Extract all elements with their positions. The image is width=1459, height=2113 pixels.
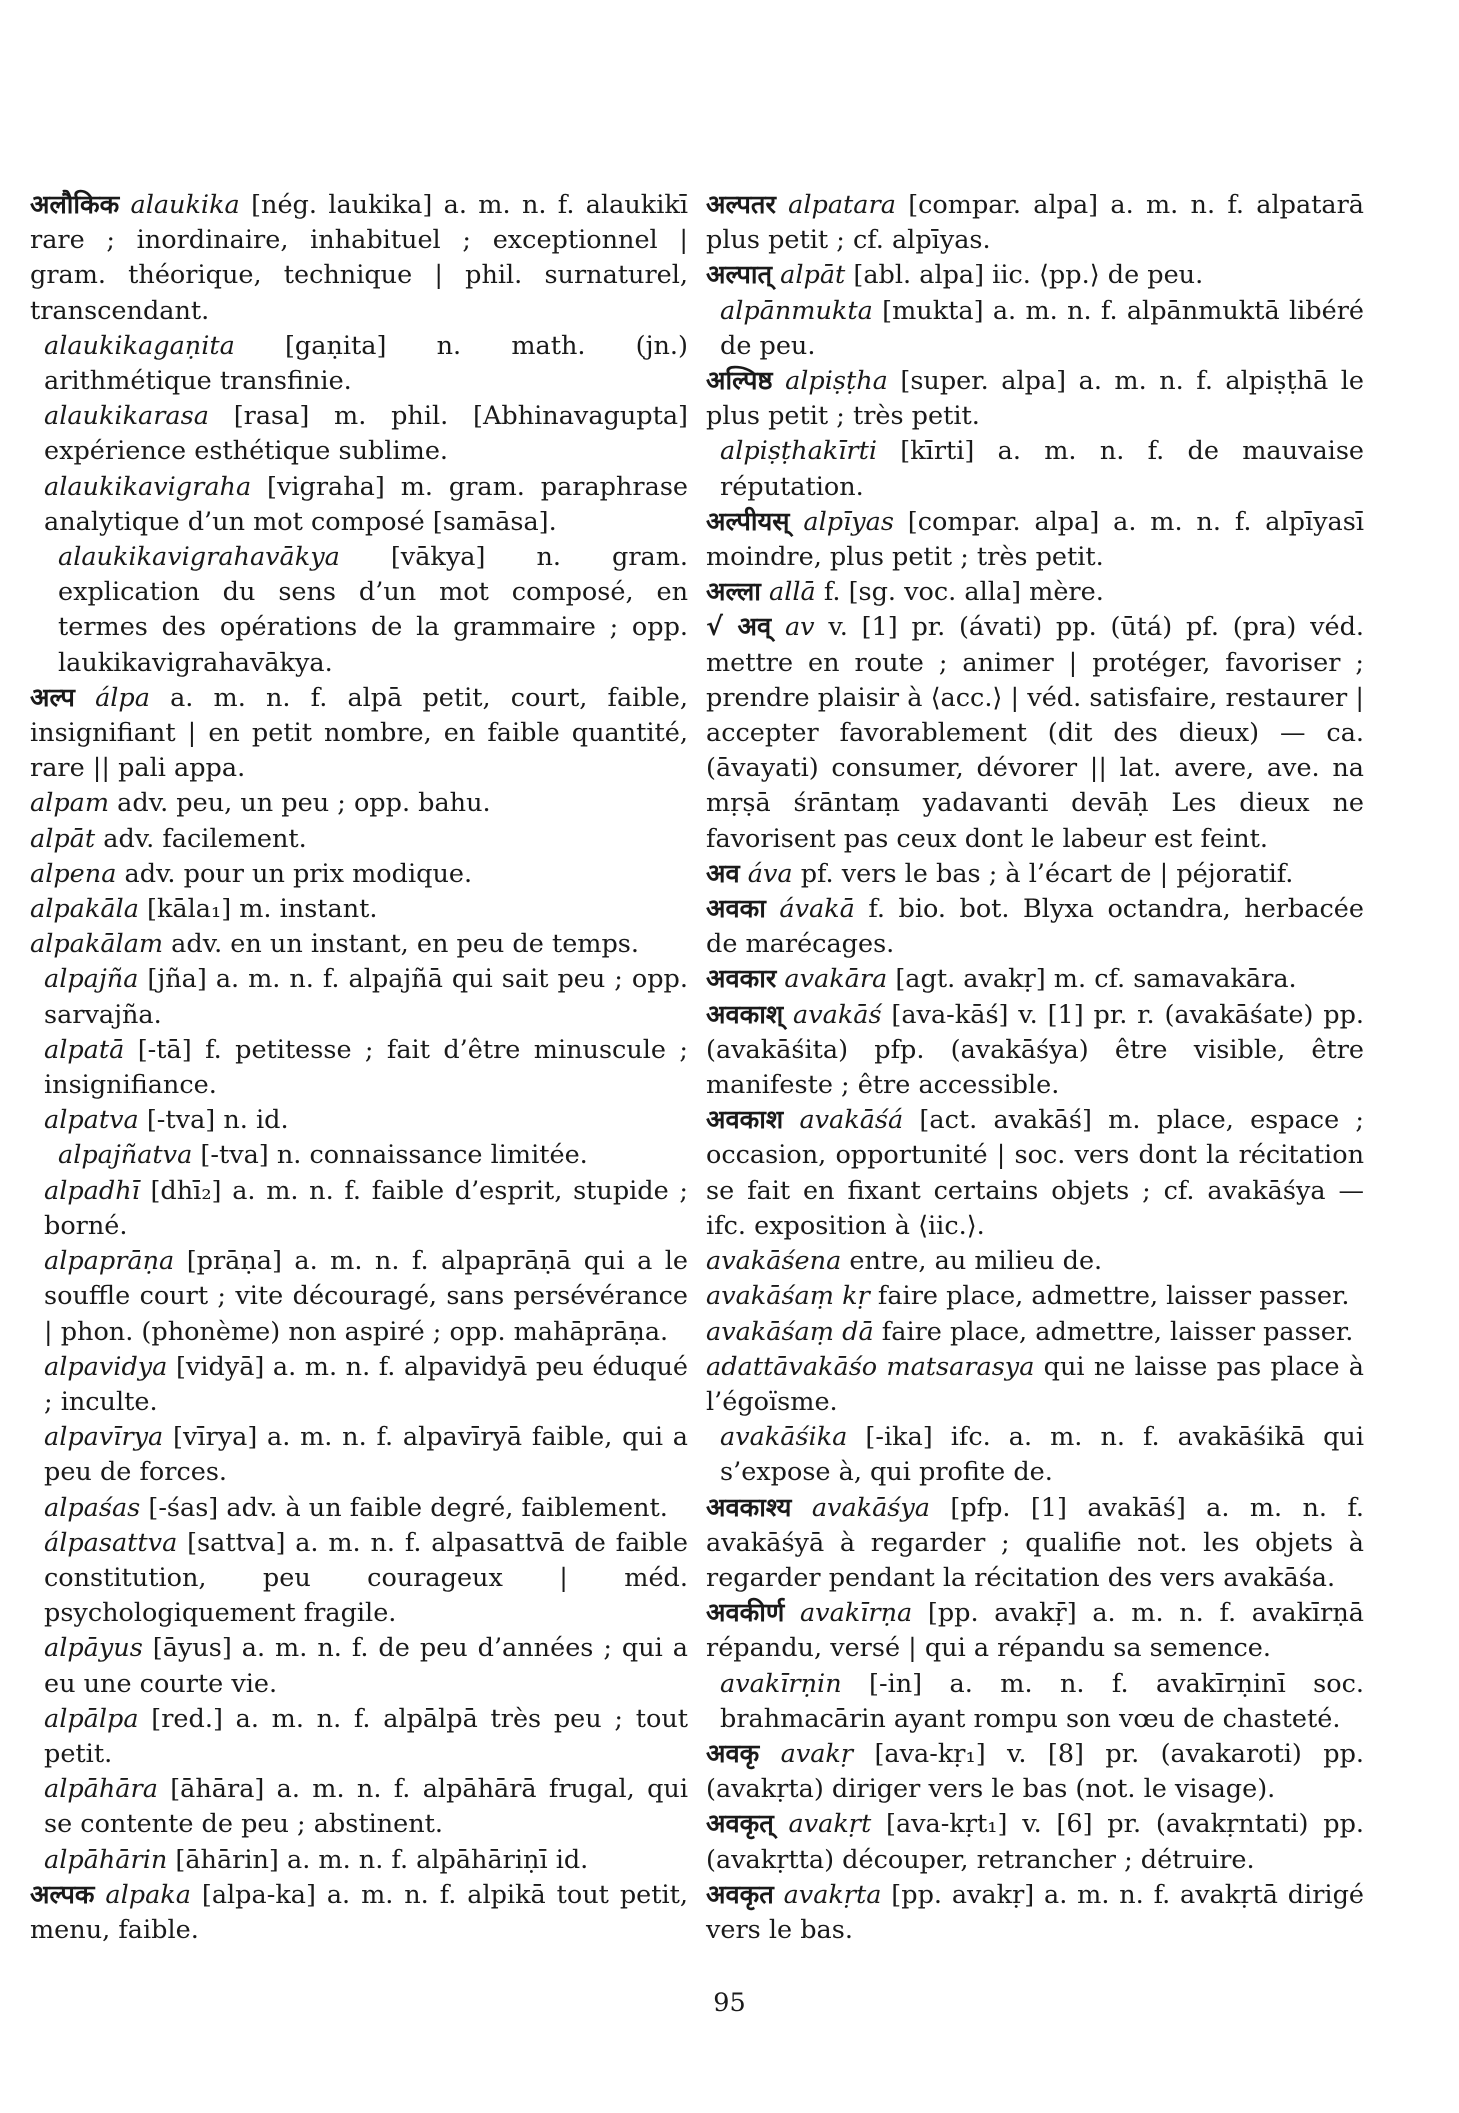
entry-definition: [abl. alpa] iic. ⟨pp.⟩ de peu. <box>845 260 1204 291</box>
dictionary-entry <box>30 1244 688 1350</box>
dictionary-entry <box>30 1843 688 1878</box>
entry-definition: v. [1] pr. (ávati) pp. (ūtá) pf. (pra) véd. mettre en route ; animer | protéger, favoriser ; prendre plaisir à ⟨acc.⟩ | véd. satisfaire, restaurer | accepter favorablement (dit des dieux) — ca. (āvayati) consumer, dévorer || lat. avere, ave. na mṛṣā śrāntaṃ yadavanti devāḥ Les dieux ne favorisent pas ceux dont le labeur est feint. <box>706 612 1364 854</box>
entry-definition: f. bio. bot. Blyxa octandra, herbacée de marécages. <box>706 894 1364 960</box>
entry-definition: [pp. avakṛ] a. m. n. f. avakṛtā dirigé vers le bas. <box>706 1879 1364 1945</box>
entry-definition: [super. alpa] a. m. n. f. alpiṣṭhā le plus petit ; très petit. <box>706 366 1364 432</box>
devanagari-headword: अल्पिष्ठ <box>706 366 773 397</box>
transliterated-headword: alpāhāra <box>44 1774 158 1805</box>
dictionary-entry <box>706 962 1364 997</box>
dictionary-entry <box>30 1174 688 1244</box>
entry-definition: pf. vers le bas ; à l’écart de | péjoratif. <box>792 858 1294 889</box>
entry-definition: a. m. n. f. alpā petit, court, faible, insignifiant | en petit nombre, en faible quantité, rare || pali appa. <box>30 682 689 784</box>
dictionary-entry <box>30 1526 688 1632</box>
entry-definition: [vākya] n. gram. explication du sens d’un mot composé, en termes des opérations de la grammaire ; opp. laukikavigrahavākya. <box>58 542 688 678</box>
devanagari-headword: अव <box>706 858 740 889</box>
transliterated-headword: alpīyas <box>803 506 894 537</box>
transliterated-headword: alpiṣṭha <box>785 366 888 397</box>
entry-definition: [pfp. [1] avakāś] a. m. n. f. avakāśyā à regarder ; qualifie not. les objets à regarder pendant la récitation des vers avakāśa. <box>706 1492 1364 1593</box>
dictionary-entry <box>706 505 1364 575</box>
left-column <box>30 188 688 1948</box>
devanagari-headword: अल्पक <box>30 1879 95 1910</box>
dictionary-entry <box>30 1103 688 1138</box>
transliterated-headword: allā <box>769 577 816 608</box>
transliterated-headword: avakīrṇin <box>720 1668 842 1699</box>
transliterated-headword: alpavidya <box>44 1351 168 1382</box>
transliterated-headword: avakāś <box>793 999 882 1030</box>
entry-definition: [-in] a. m. n. f. avakīrṇinī soc. brahmacārin ayant rompu son vœu de chasteté. <box>720 1668 1364 1734</box>
transliterated-headword: alpajñatva <box>58 1140 193 1171</box>
transliterated-headword: alpaka <box>105 1879 191 1910</box>
devanagari-headword: √ अव् <box>706 612 772 643</box>
entry-definition: [-tva] n. id. <box>138 1105 289 1136</box>
dictionary-entry <box>30 329 688 399</box>
transliterated-headword: alpatā <box>44 1034 125 1065</box>
transliterated-headword: av <box>784 612 815 643</box>
devanagari-headword: अल्प <box>30 682 75 713</box>
transliterated-headword: avakāśaṃ kṛ <box>706 1281 870 1312</box>
dictionary-entry <box>706 1667 1364 1737</box>
devanagari-headword: अलौकिक <box>30 190 120 220</box>
entry-definition: [gaṇita] n. math. (jn.) arithmétique transfinie. <box>44 330 688 397</box>
transliterated-headword: alpakālam <box>30 929 164 960</box>
transliterated-headword: alpam <box>30 788 110 819</box>
transliterated-headword: alaukikavigraha <box>44 471 252 502</box>
devanagari-headword: अल्ला <box>706 577 761 608</box>
transliterated-headword: avakṛ <box>780 1738 854 1769</box>
entry-definition: [mukta] a. m. n. f. alpānmuktā libéré de peu. <box>720 295 1364 361</box>
dictionary-entry <box>30 1631 688 1701</box>
transliterated-headword: avakāśá <box>799 1105 904 1136</box>
transliterated-headword: alpāyus <box>44 1633 143 1664</box>
transliterated-headword: álpa <box>95 682 150 713</box>
transliterated-headword: alpāt <box>780 260 846 291</box>
entry-definition: adv. pour un prix modique. <box>116 858 473 889</box>
transliterated-headword: áva <box>747 858 793 889</box>
dictionary-entry <box>30 927 688 962</box>
dictionary-entry <box>706 1315 1364 1350</box>
dictionary-entry <box>30 962 688 1032</box>
dictionary-entry <box>706 1244 1364 1279</box>
entry-definition: [ava-kṛ₁] v. [8] pr. (avakaroti) pp. (avakṛta) diriger vers le bas (not. le visage). <box>706 1738 1364 1805</box>
entry-definition: [prāṇa] a. m. n. f. alpaprāṇā qui a le souffle court ; vite découragé, sans persévérance | phon. (phonème) non aspiré ; opp. mahāprāṇa. <box>44 1246 688 1347</box>
entry-definition: [āhārin] a. m. n. f. alpāhāriṇī id. <box>167 1844 589 1875</box>
transliterated-headword: avakāśya <box>811 1492 931 1523</box>
transliterated-headword: avakāśena <box>706 1246 842 1277</box>
transliterated-headword: avakṛt <box>788 1809 872 1840</box>
transliterated-headword: adattāvakāśo matsarasya <box>706 1351 1035 1382</box>
devanagari-headword: अवकार <box>706 964 777 995</box>
dictionary-entry <box>30 399 688 469</box>
transliterated-headword: alaukikagaṇita <box>44 330 235 361</box>
transliterated-headword: alpāhārin <box>44 1844 168 1875</box>
dictionary-entry <box>30 1350 688 1420</box>
dictionary-entry <box>30 1878 688 1948</box>
entry-definition: [jña] a. m. n. f. alpajñā qui sait peu ; opp. sarvajña. <box>44 964 688 1030</box>
entry-definition: [rasa] m. phil. [Abhinavagupta] expérience esthétique sublime. <box>44 401 688 467</box>
dictionary-entry <box>30 1772 688 1842</box>
entry-definition: [-śas] adv. à un faible degré, faiblement. <box>140 1492 668 1523</box>
transliterated-headword: alaukikarasa <box>44 401 209 432</box>
dictionary-entry <box>30 786 688 821</box>
transliterated-headword: alpālpa <box>44 1703 139 1734</box>
entry-definition: [agt. avakṛ] m. cf. samavakāra. <box>887 964 1297 995</box>
transliterated-headword: alpāt <box>30 823 96 854</box>
transliterated-headword: avakāśaṃ dā <box>706 1316 874 1347</box>
dictionary-entry <box>706 434 1364 504</box>
transliterated-headword: alpadhī <box>44 1175 140 1206</box>
dictionary-entry <box>30 1138 688 1173</box>
entry-definition: [compar. alpa] a. m. n. f. alpatarā plus petit ; cf. alpīyas. <box>706 190 1365 256</box>
dictionary-entry <box>706 1103 1364 1244</box>
transliterated-headword: alpiṣṭhakīrti <box>720 436 877 467</box>
entry-definition: adv. peu, un peu ; opp. bahu. <box>109 788 491 819</box>
devanagari-headword: अवकृत <box>706 1879 774 1910</box>
entry-definition: [kīrti] a. m. n. f. de mauvaise réputation. <box>720 436 1364 502</box>
transliterated-headword: alpavīrya <box>44 1422 164 1453</box>
entry-definition: [-tā] f. petitesse ; fait d’être minuscule ; insignifiance. <box>44 1034 688 1101</box>
entry-definition: [vīrya] a. m. n. f. alpavīryā faible, qui a peu de forces. <box>44 1422 688 1488</box>
dictionary-entry <box>706 1491 1364 1597</box>
entry-definition: faire place, admettre, laisser passer. <box>873 1316 1354 1347</box>
dictionary-entry <box>706 892 1364 962</box>
dictionary-entry <box>706 1596 1364 1666</box>
dictionary-entry <box>706 610 1364 856</box>
transliterated-headword: avakāra <box>784 964 888 995</box>
transliterated-headword: alpatara <box>788 190 896 220</box>
dictionary-entry <box>706 1737 1364 1807</box>
entry-definition: [dhī₂] a. m. n. f. faible d’esprit, stupide ; borné. <box>44 1175 688 1241</box>
entry-definition: [red.] a. m. n. f. alpālpā très peu ; tout petit. <box>44 1703 688 1769</box>
entry-definition: [-ika] ifc. a. m. n. f. avakāśikā qui s’expose à, qui profite de. <box>720 1422 1364 1488</box>
devanagari-headword: अल्पतर <box>706 190 776 220</box>
devanagari-headword: अवकाश् <box>706 999 784 1030</box>
right-column <box>706 188 1364 1948</box>
transliterated-headword: ávakā <box>779 894 855 925</box>
entry-definition: [alpa-ka] a. m. n. f. alpikā tout petit, menu, faible. <box>30 1879 689 1945</box>
dictionary-entry <box>30 857 688 892</box>
transliterated-headword: alpakāla <box>30 894 139 925</box>
dictionary-entry <box>30 822 688 857</box>
entry-definition: qui ne laisse pas place à l’égoïsme. <box>706 1351 1365 1417</box>
transliterated-headword: avakīrṇa <box>799 1598 913 1629</box>
entry-definition: f. [sg. voc. alla] mère. <box>815 577 1104 608</box>
dictionary-entry <box>706 1878 1364 1948</box>
devanagari-headword: अवकृ <box>706 1738 760 1769</box>
entry-definition: [ava-kāś] v. [1] pr. r. (avakāśate) pp. (avakāśita) pfp. (avakāśya) être visible, être manifeste ; être accessible. <box>706 999 1365 1101</box>
dictionary-entry <box>706 998 1364 1104</box>
transliterated-headword: alaukika <box>130 190 240 220</box>
entry-definition: [ava-kṛt₁] v. [6] pr. (avakṛntati) pp. (avakṛtta) découper, retrancher ; détruire. <box>706 1809 1365 1875</box>
devanagari-headword: अवकीर्ण <box>706 1598 785 1629</box>
entry-definition: adv. en un instant, en peu de temps. <box>163 929 639 960</box>
transliterated-headword: avakāśika <box>720 1422 848 1453</box>
entry-definition: [nég. laukika] a. m. n. f. alaukikī rare ; inordinaire, inhabituel ; exceptionnel | gram. théorique, technique | phil. surnaturel, transcendant. <box>30 190 688 326</box>
entry-definition: faire place, admettre, laisser passer. <box>869 1281 1350 1312</box>
entry-definition: [vidyā] a. m. n. f. alpavidyā peu éduqué ; inculte. <box>44 1351 688 1417</box>
transliterated-headword: alpaprāṇa <box>44 1246 175 1277</box>
dictionary-entry <box>30 540 688 681</box>
transliterated-headword: avakṛta <box>783 1879 882 1910</box>
entry-definition: entre, au milieu de. <box>841 1246 1103 1277</box>
transliterated-headword: álpasattva <box>44 1527 178 1558</box>
dictionary-entry <box>706 364 1364 434</box>
transliterated-headword: alpaśas <box>44 1492 141 1523</box>
dictionary-entry <box>706 1350 1364 1420</box>
page-number: 95 <box>713 1988 746 2018</box>
transliterated-headword: alpatva <box>44 1105 139 1136</box>
entry-definition: [vigraha] m. gram. paraphrase analytique d’un mot composé [samāsa]. <box>44 471 688 537</box>
transliterated-headword: alpānmukta <box>720 295 873 326</box>
dictionary-entry <box>30 1033 688 1103</box>
entry-definition: adv. facilement. <box>95 823 307 854</box>
entry-definition: [āyus] a. m. n. f. de peu d’années ; qui a eu une courte vie. <box>44 1633 688 1699</box>
dictionary-entry <box>706 1279 1364 1314</box>
dictionary-entry <box>30 188 688 329</box>
dictionary-entry <box>30 892 688 927</box>
devanagari-headword: अवकृत् <box>706 1809 774 1840</box>
dictionary-entry <box>706 575 1364 610</box>
entry-definition: [pp. avakṝ] a. m. n. f. avakīrṇā répandu, versé | qui a répandu sa semence. <box>706 1598 1364 1664</box>
dictionary-entry <box>30 470 688 540</box>
dictionary-entry <box>706 857 1364 892</box>
entry-definition: [act. avakāś] m. place, espace ; occasion, opportunité | soc. vers dont la récitation se fait en fixant certains objets ; cf. avakāśya — ifc. exposition à ⟨iic.⟩. <box>706 1105 1364 1241</box>
entry-definition: [kāla₁] m. instant. <box>138 894 378 925</box>
dictionary-entry <box>706 258 1364 293</box>
transliterated-headword: alaukikavigrahavākya <box>58 542 340 573</box>
entry-definition: [sattva] a. m. n. f. alpasattvā de faible constitution, peu courageux | méd. psychologiquement fragile. <box>44 1527 688 1629</box>
entry-definition: [āhāra] a. m. n. f. alpāhārā frugal, qui se contente de peu ; abstinent. <box>44 1774 688 1840</box>
transliterated-headword: alpajña <box>44 964 139 995</box>
dictionary-entry <box>30 1420 688 1490</box>
devanagari-headword: अवकाश्य <box>706 1492 792 1523</box>
dictionary-entry <box>30 681 688 787</box>
dictionary-entry <box>706 1807 1364 1877</box>
devanagari-headword: अवका <box>706 894 766 925</box>
dictionary-entry <box>30 1702 688 1772</box>
devanagari-headword: अल्पात् <box>706 260 773 291</box>
devanagari-headword: अल्पीयस् <box>706 506 790 537</box>
dictionary-entry <box>706 1420 1364 1490</box>
dictionary-entry <box>30 1491 688 1526</box>
transliterated-headword: alpena <box>30 858 117 889</box>
devanagari-headword: अवकाश <box>706 1105 784 1136</box>
dictionary-entry <box>706 294 1364 364</box>
entry-definition: [-tva] n. connaissance limitée. <box>192 1140 588 1171</box>
dictionary-entry <box>706 188 1364 258</box>
entry-definition: [compar. alpa] a. m. n. f. alpīyasī moindre, plus petit ; très petit. <box>706 506 1364 573</box>
